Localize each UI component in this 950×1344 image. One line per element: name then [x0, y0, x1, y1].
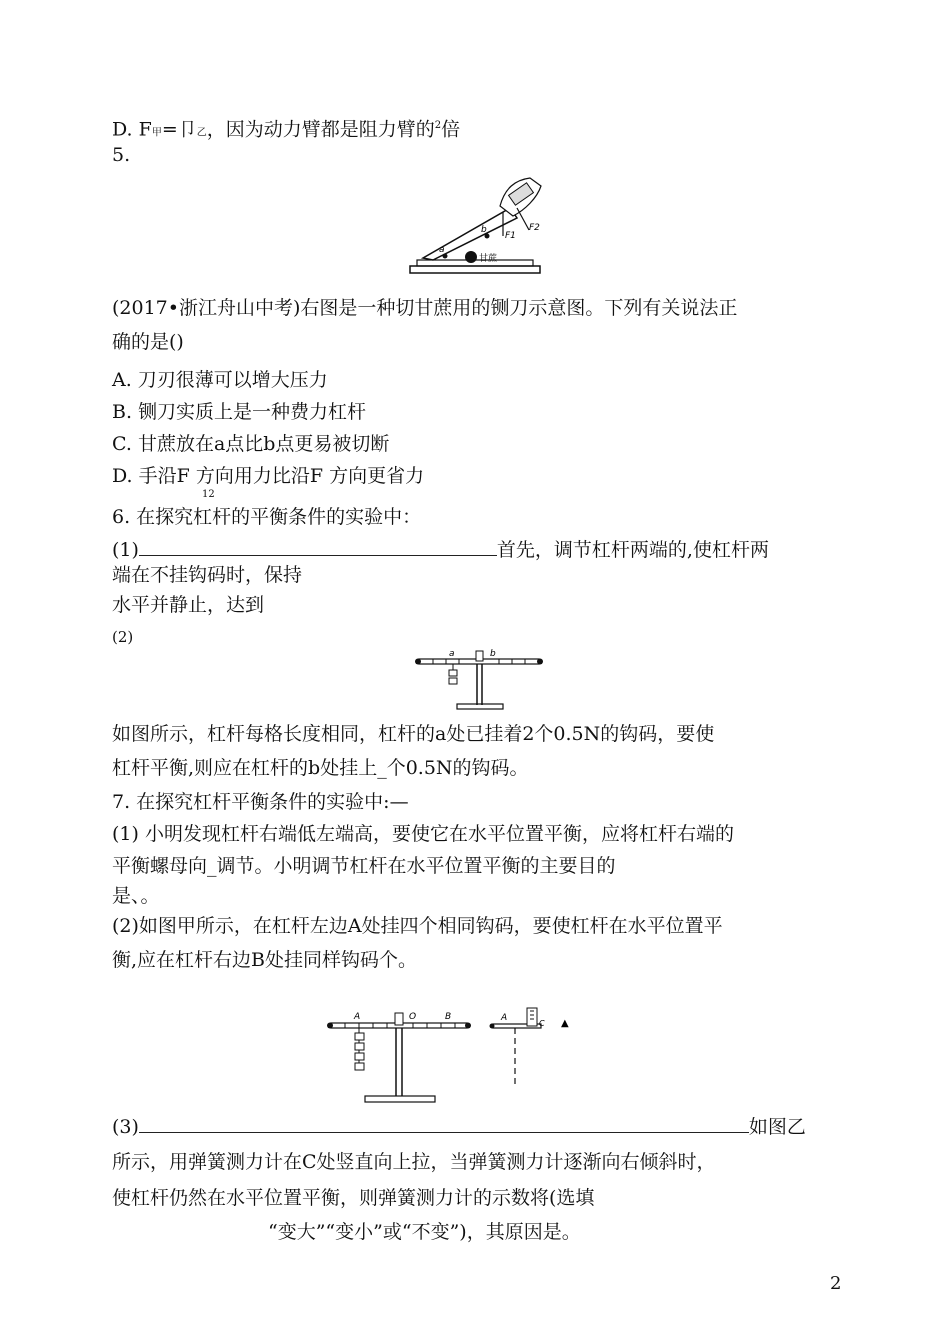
label-o: O [409, 1012, 417, 1022]
label-a: A [354, 1012, 361, 1022]
q5-stem-line1: (2017•浙江舟山中考)右图是一种切甘蔗用的铡刀示意图。下列有关说法正 [112, 297, 738, 319]
q6-p2-line2: 杠杆平衡,则应在杠杆的b处挂上_个0.5N的钩码。 [112, 757, 529, 779]
q5-option-d: D. 手沿F 方向用力比沿F 方向更省力 [112, 465, 425, 487]
left-nut [415, 659, 421, 665]
q7-title: 7. 在探究杠杆平衡条件的实验中:— [112, 791, 409, 813]
label-b: B [445, 1012, 452, 1022]
q7-p3-line3: 使杠杆仍然在水平位置平衡，则弹簧测力计的示数将(选填 [112, 1187, 595, 1209]
q6-p1-line3: 水平并静止，达到 [112, 594, 265, 616]
label-a: a [449, 649, 455, 659]
q7-p2-line2: 衡,应在杠杆右边B处挂同样钩码个。 [112, 949, 418, 971]
subscript-jia: 甲 [151, 127, 162, 139]
hook-weight-2 [449, 678, 457, 684]
label-b: b [481, 225, 487, 235]
option-d-text: ，因为动力臂都是阻力臂的 [206, 118, 435, 141]
label-sugarcane: 甘蔗 [479, 254, 498, 264]
q7-p3-after: 如图乙 [748, 1116, 806, 1138]
right-nut-jia [465, 1023, 471, 1029]
label-a: a [439, 245, 445, 255]
q5-number: 5. [112, 144, 131, 166]
base-board [410, 266, 540, 273]
label-f1: F1 [505, 231, 516, 241]
left-nut-jia [327, 1023, 333, 1029]
force-symbol: 卩 [177, 118, 197, 141]
q5-option-c: C. 甘蔗放在a点比b点更易被切断 [112, 433, 390, 455]
q6-title: 6. 在探究杠杆的平衡条件的实验中： [112, 506, 422, 528]
sugarcane [465, 251, 477, 263]
option-d-prefix: D. F [112, 118, 152, 141]
weight-4 [355, 1063, 364, 1070]
subscript-yi: 乙 [196, 127, 207, 139]
figure-mark: ▲ [561, 1018, 569, 1029]
guillotine-figure [405, 168, 545, 278]
q6-p1-label: (1) [112, 539, 139, 561]
label-f2: F2 [529, 223, 540, 233]
q6-p1-blank[interactable] [139, 537, 497, 556]
q7-p2-line1: (2)如图甲所示，在杠杆左边A处挂四个相同钩码，要使杠杆在水平位置平 [112, 915, 723, 937]
q7-p3-line1 [112, 1114, 806, 1139]
equals-sign: = [161, 118, 178, 141]
page-number: 2 [830, 1273, 842, 1294]
weight-3 [355, 1053, 364, 1060]
q5-stem-line2: 确的是() [112, 331, 184, 353]
q7-p3-line2: 所示，用弹簧测力计在C处竖直向上拉，当弹簧测力计逐渐向右倾斜时， [112, 1151, 716, 1173]
lever-figure-q7 [325, 1002, 585, 1108]
option-d-end: 倍 [441, 118, 461, 141]
hook-weight-1 [449, 670, 457, 676]
stand-base-jia [365, 1096, 435, 1102]
q5-option-a: A. 刀刃很薄可以增大压力 [112, 369, 328, 391]
q6-p1-after: 首先，调节杠杆两端的,使杠杆两 [496, 539, 769, 561]
label-a2: A [501, 1013, 508, 1023]
q6-p2-line1: 如图所示，杠杆每格长度相同，杠杆的a处已挂着2个0.5N的钩码，要使 [112, 723, 715, 745]
f2-arrow [517, 208, 529, 230]
q5-note: 12 [202, 489, 215, 500]
pivot-block [476, 651, 483, 661]
q5-option-b: B. 铡刀实质上是一种费力杠杆 [112, 401, 367, 423]
q7-p3-blank[interactable] [139, 1114, 749, 1133]
q7-p1-line1: (1) 小明发现杠杆右端低左端高，要使它在水平位置平衡，应将杠杆右端的 [112, 823, 734, 845]
label-c: C [539, 1019, 545, 1028]
q7-p1-line3: 是、。 [112, 885, 160, 907]
q6-p2-label: (2) [112, 628, 134, 646]
lever-figure-q6 [413, 643, 545, 711]
label-b: b [490, 649, 496, 659]
right-nut [537, 659, 543, 665]
weight-2 [355, 1043, 364, 1050]
q7-p1-line2: 平衡螺母向_调节。小明调节杠杆在水平位置平衡的主要目的 [112, 855, 616, 877]
stand-base [457, 704, 503, 709]
q7-p3-label: (3) [112, 1116, 139, 1138]
superscript-2: 2 [434, 120, 442, 131]
q4-option-d [112, 114, 460, 145]
pivot-block-jia [395, 1013, 403, 1025]
weight-1 [355, 1033, 364, 1040]
q7-p3-line4: “变大”“变小”或“不变”)，其原因是。 [268, 1221, 581, 1243]
q6-p1-line1 [112, 537, 769, 562]
q6-p1-line2: 端在不挂钩码时，保持 [112, 564, 303, 586]
